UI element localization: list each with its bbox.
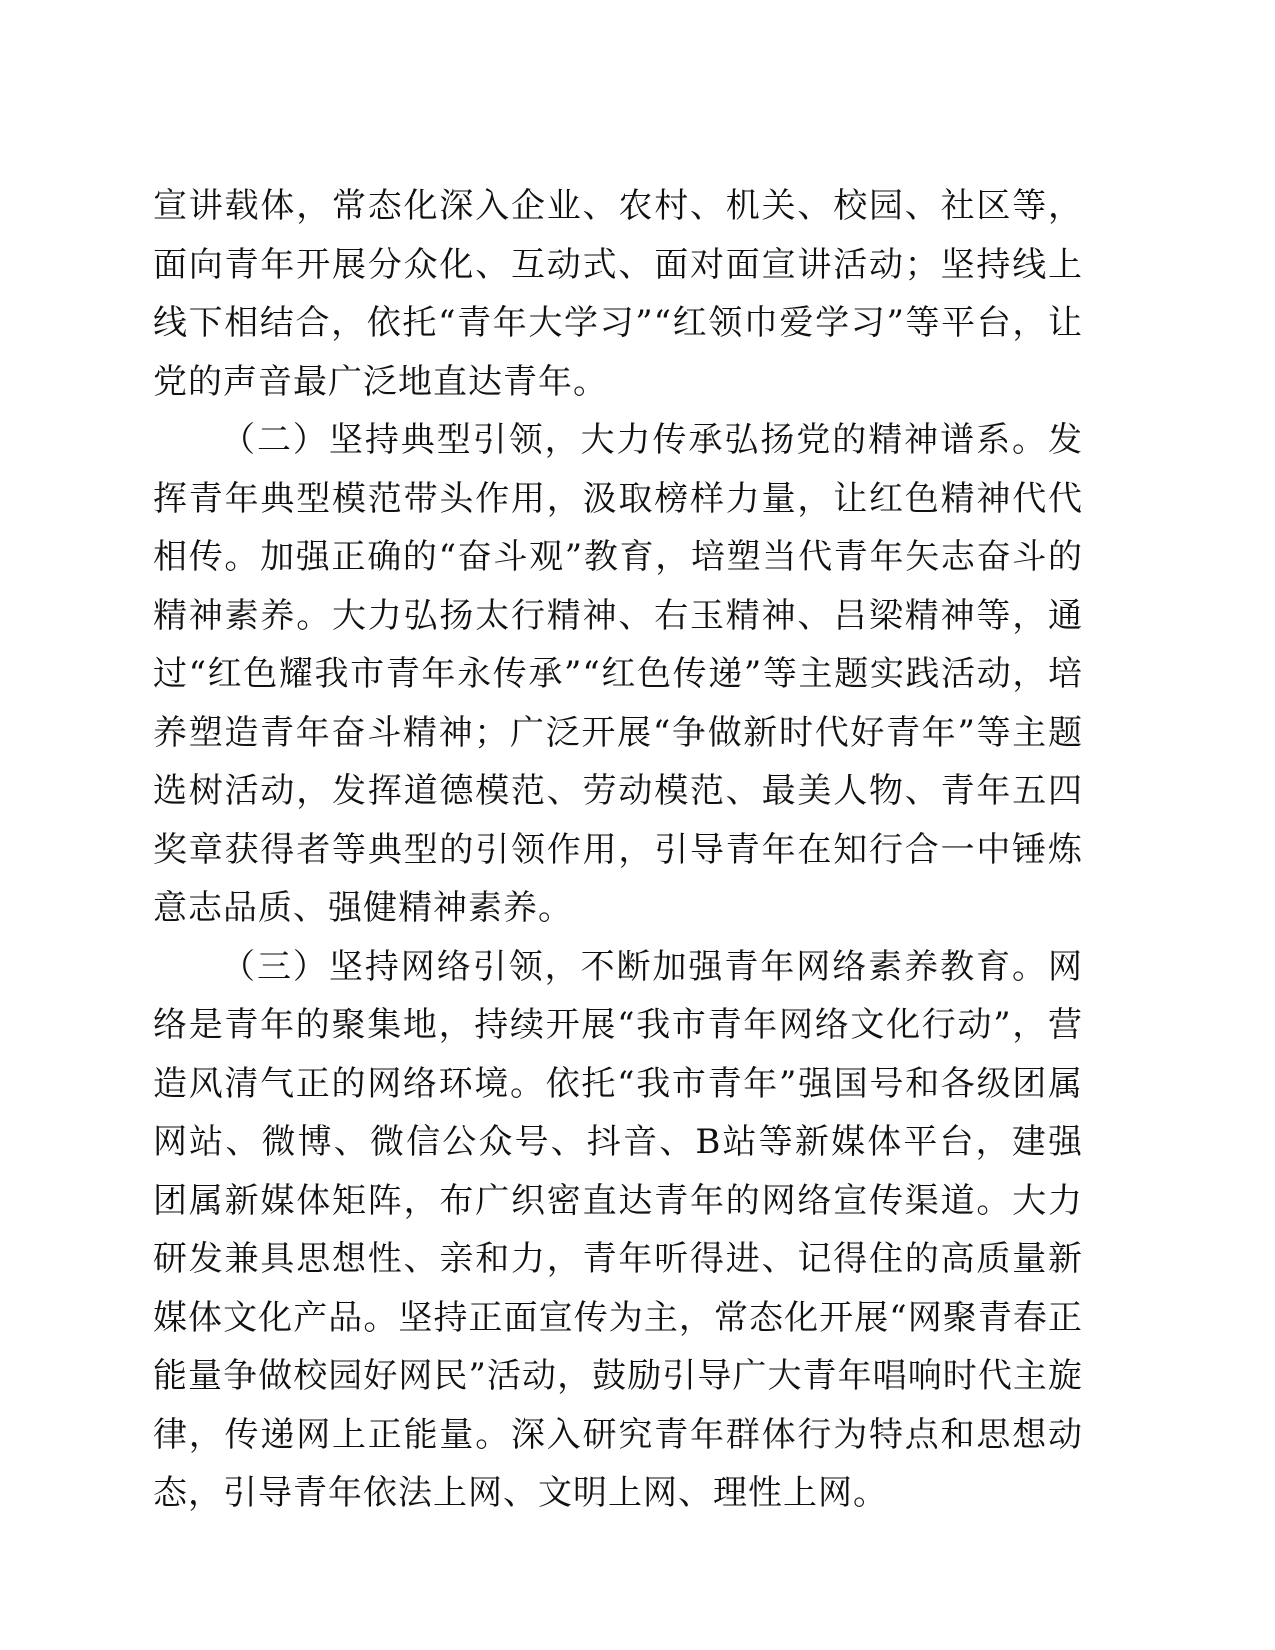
- document-body: [153, 177, 1083, 1523]
- paragraph-section-3: （三）坚持网络引领，不断加强青年网络素养教育。网络是青年的聚集地，持续开展“我市青年网络文化行动”，营造风清气正的网络环境。依托“我市青年”强国号和各级团属网站、微博、微信公众号、抖音、B站等新媒体平台，建强团属新媒体矩阵，布广织密直达青年的网络宣传渠道。大力研发兼具思想性、亲和力，青年听得进、记得住的高质量新媒体文化产品。坚持正面宣传为主，常态化开展“网聚青春正能量争做校园好网民”活动，鼓励引导广大青年唱响时代主旋律，传递网上正能量。深入研究青年群体行为特点和思想动态，引导青年依法上网、文明上网、理性上网。: [153, 946, 1083, 1513]
- paragraph-continuation: 宣讲载体，常态化深入企业、农村、机关、校园、社区等，面向青年开展分众化、互动式、面对面宣讲活动；坚持线上线下相结合，依托“青年大学习”“红领巾爱学习”等平台，让党的声音最广泛地直达青年。: [153, 186, 1083, 402]
- paragraph-section-2: （二）坚持典型引领，大力传承弘扬党的精神谱系。发挥青年典型模范带头作用，汲取榜样力量，让红色精神代代相传。加强正确的“奋斗观”教育，培塑当代青年矢志奋斗的精神素养。大力弘扬太行精神、右玉精神、吕梁精神等，通过“红色耀我市青年永传承”“红色传递”等主题实践活动，培养塑造青年奋斗精神；广泛开展“争做新时代好青年”等主题选树活动，发挥道德模范、劳动模范、最美人物、青年五四奖章获得者等典型的引领作用，引导青年在知行合一中锤炼意志品质、强健精神素养。: [153, 420, 1083, 928]
